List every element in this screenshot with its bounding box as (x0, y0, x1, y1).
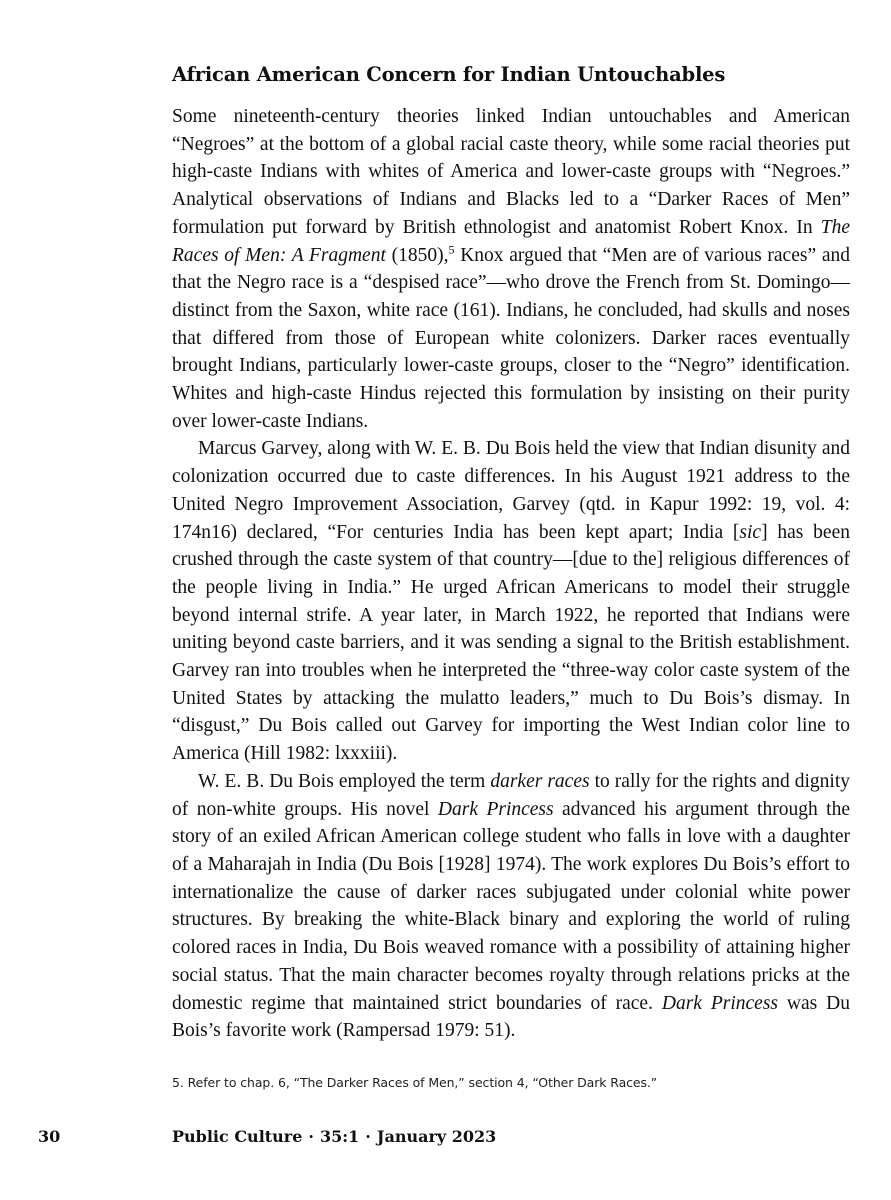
section-heading: African American Concern for Indian Untouchables (172, 63, 726, 86)
body-text (172, 103, 850, 1045)
paragraph-2: Marcus Garvey, along with W. E. B. Du Bois held the view that Indian disunity and colonization occurred due to caste differences. In his August 1921 address to the United Negro Improvement Association, Garvey (qtd. in Kapur 1992: 19, vol. 4: 174n16) declared, “For centuries India has been kept apart; India [sic] has been crushed through the caste system of that country—[due to the] religious differences of the people living in India.” He urged African Americans to model their struggle beyond internal strife. A year later, in March 1922, he reported that Indians were uniting beyond caste barriers, and it was sending a signal to the British establishment. Garvey ran into troubles when he interpreted the “three-way color caste system of the United States by attacking the mulatto leaders,” much to Du Bois’s dismay. In “disgust,” Du Bois called out Garvey for importing the West Indian color line to America (Hill 1982: lxxxiii). (172, 438, 850, 765)
journal-issue: 35:1 (319, 1127, 360, 1146)
paragraph-1: Some nineteenth-century theories linked Indian untouchables and American “Negroes” at the bottom of a global racial caste theory, while some racial theories put high-caste Indians with whites of America and lower-caste groups with “Negroes.” Analytical observations of Indians and Blacks led to a “Darker Races of Men” formulation put forward by British ethnologist and anatomist Robert Knox. In The Races of Men: A Fragment (1850),$^5$ Knox argued that “Men are of various races” and that the Negro race is a “despised race”—who drove the French from St. Domingo—distinct from the Saxon, white race (161). Indians, he concluded, had skulls and noses that differed from those of European white colonizers. Darker races eventually brought Indians, particularly lower-caste groups, closer to the “Negro” identification. Whites and high-caste Hindus rejected this formulation by insisting on their purity over lower-caste Indians. (172, 106, 850, 432)
journal-date: January 2023 (376, 1127, 497, 1146)
novel-title: Dark Princess (437, 798, 554, 820)
footnote: 5. Refer to chap. 6, “The Darker Races of Men,” section 4, “Other Dark Races.” (172, 1075, 658, 1090)
book-title: The Races of Men: A Fragment (172, 216, 850, 266)
sic-annotation: sic (739, 521, 762, 543)
page-number: 30 (38, 1127, 61, 1146)
running-footer (172, 1127, 496, 1146)
footnote-reference[interactable]: 5 (448, 242, 455, 257)
term-darker-races: darker races (490, 770, 590, 792)
separator-dot: · (308, 1127, 314, 1146)
separator-dot: · (365, 1127, 371, 1146)
novel-title-2: Dark Princess (661, 992, 779, 1014)
journal-name: Public Culture (172, 1127, 303, 1146)
paragraph-3: W. E. B. Du Bois employed the term darker races to rally for the rights and dignity of non-white groups. His novel Dark Princess advanced his argument through the story of an exiled African American college student who falls in love with a daughter of a Maharajah in India (Du Bois [1928] 1974). The work explores Du Bois’s effort to internationalize the cause of darker races subjugated under colonial white power structures. By breaking the white-Black binary and exploring the world of ruling colored races in India, Du Bois weaved romance with a possibility of attaining higher social status. That the main character becomes royalty through relations pricks at the domestic regime that maintained strict boundaries of race. Dark Princess was Du Bois’s favorite work (Rampersad 1979: 51). (172, 770, 851, 1042)
